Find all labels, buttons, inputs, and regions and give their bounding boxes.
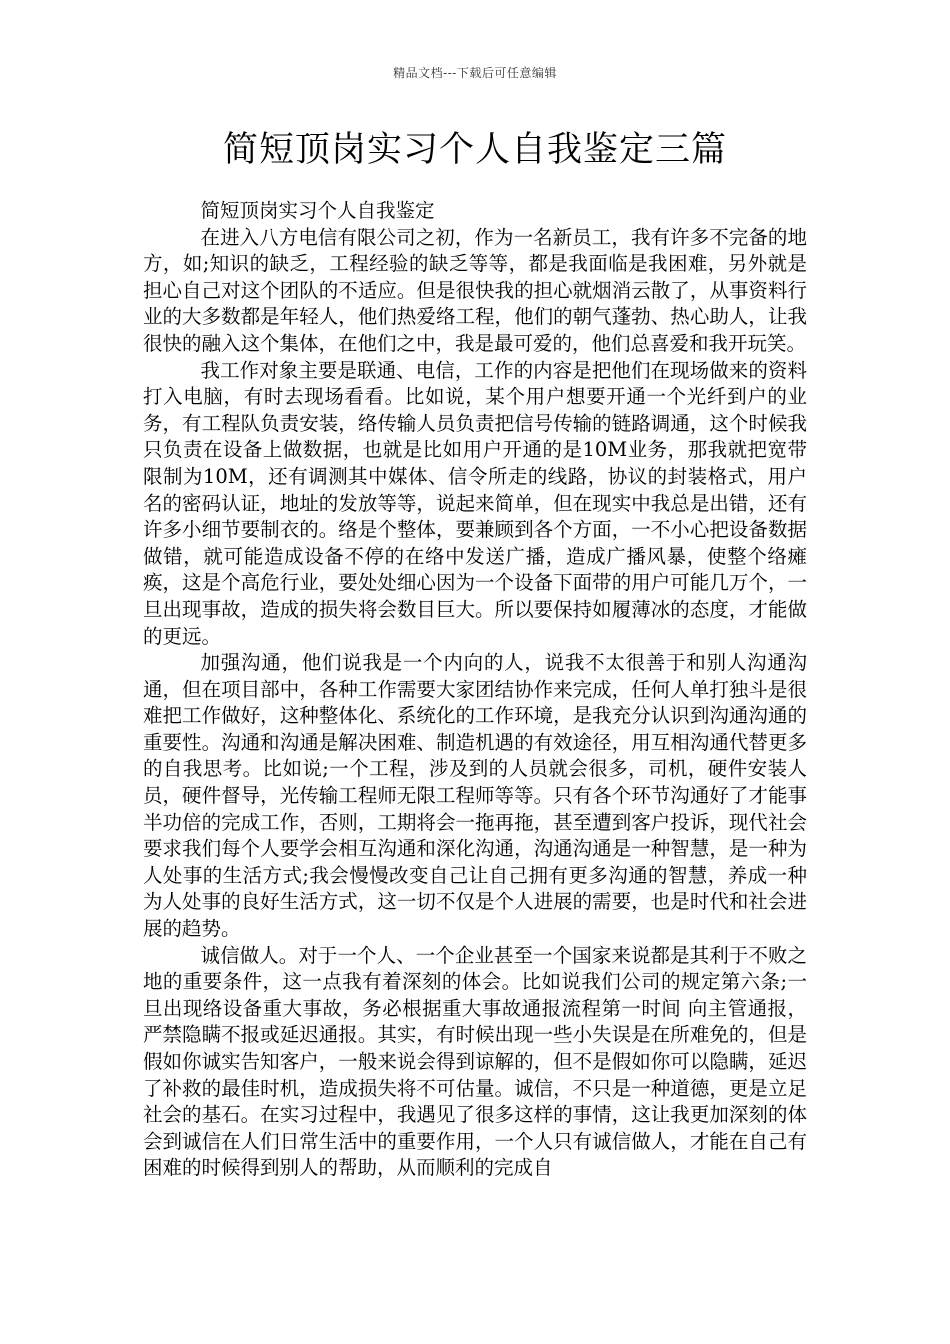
paragraph-work: 我工作对象主要是联通、电信，工作的内容是把他们在现场做来的资料打入电脑，有时去现场看看。比如说，某个用户想要开通一个光纤到户的业务，有工程队负责安装，络传输人员负责把信号传输的链路调通，这个时候我只负责在设备上做数据，也就是比如用户开通的是10M业务，那我就把宽带限制为10M，还有调测其中媒体、信令所走的线路，协议的封装格式，用户名的密码认证，地址的发放等等，说起来简单，但在现实中我总是出错，还有许多小细节要制衣的。络是个整体，要兼顾到各个方面，一不小心把设备数据做错，就可能造成设备不停的在络中发送广播，造成广播风暴，使整个络瘫痪，这是个高危行业，要处处细心因为一个设备下面带的用户可能几万个，一旦出现事故，造成的损失将会数目巨大。所以要保持如履薄冰的态度，才能做的更远。 xyxy=(143,358,807,648)
section-subtitle: 简短顶岗实习个人自我鉴定 xyxy=(200,199,435,222)
paragraph-intro: 在进入八方电信有限公司之初，作为一名新员工，我有许多不完备的地方，如;知识的缺乏，工程经验的缺乏等等，都是我面临是我困难，另外就是担心自己对这个团队的不适应。但是很快我的担心就烟消云散了，从事资料行业的大多数都是年轻人，他们热爱络工程，他们的朝气蓬勃、热心助人，让我很快的融入这个集体，在他们之中，我是最可爱的，他们总喜爱和我开玩笑。 xyxy=(143,225,807,355)
document-body xyxy=(143,198,807,1182)
paragraph-integrity: 诚信做人。对于一个人、一个企业甚至一个国家来说都是其利于不败之地的重要条件，这一点我有着深刻的体会。比如说我们公司的规定第六条;一旦出现络设备重大事故，务必根据重大事故通报流程第一时间 向主管通报，严禁隐瞒不报或延迟通报。其实，有时候出现一些小失误是在所难免的，但是假如你诚实告知客户，一般来说会得到谅解的，但不是假如你可以隐瞒，延迟了补救的最佳时机，造成损失将不可估量。诚信，不只是一种道德，更是立足社会的基石。在实习过程中，我遇见了很多这样的事情，这让我更加深刻的体会到诚信在人们日常生活中的重要作用，一个人只有诚信做人，才能在自己有困难的时候得到别人的帮助，从而顺利的完成自 xyxy=(143,943,807,1180)
header-note: 精品文档---下载后可任意编辑 xyxy=(393,66,557,80)
paragraph-communication: 加强沟通，他们说我是一个内向的人，说我不太很善于和别人沟通沟通，但在项目部中，各种工作需要大家团结协作来完成，任何人单打独斗是很难把工作做好，这种整体化、系统化的工作环境，是我充分认识到沟通沟通的重要性。沟通和沟通是解决困难、制造机遇的有效途径，用互相沟通代替更多的自我思考。比如说;一个工程，涉及到的人员就会很多，司机，硬件安装人员，硬件督导，光传输工程师无限工程师等等。只有各个环节沟通好了才能事半功倍的完成工作，否则，工期将会一拖再拖，甚至遭到客户投诉，现代社会要求我们每个人要学会相互沟通和深化沟通，沟通沟通是一种智慧，是一种为人处事的生活方式;我会慢慢改变自己让自己拥有更多沟通的智慧，养成一种为人处事的良好生活方式，这一切不仅是个人进展的需要，也是时代和社会进展的趋势。 xyxy=(143,651,807,941)
document-title: 简短顶岗实习个人自我鉴定三篇 xyxy=(222,130,727,170)
